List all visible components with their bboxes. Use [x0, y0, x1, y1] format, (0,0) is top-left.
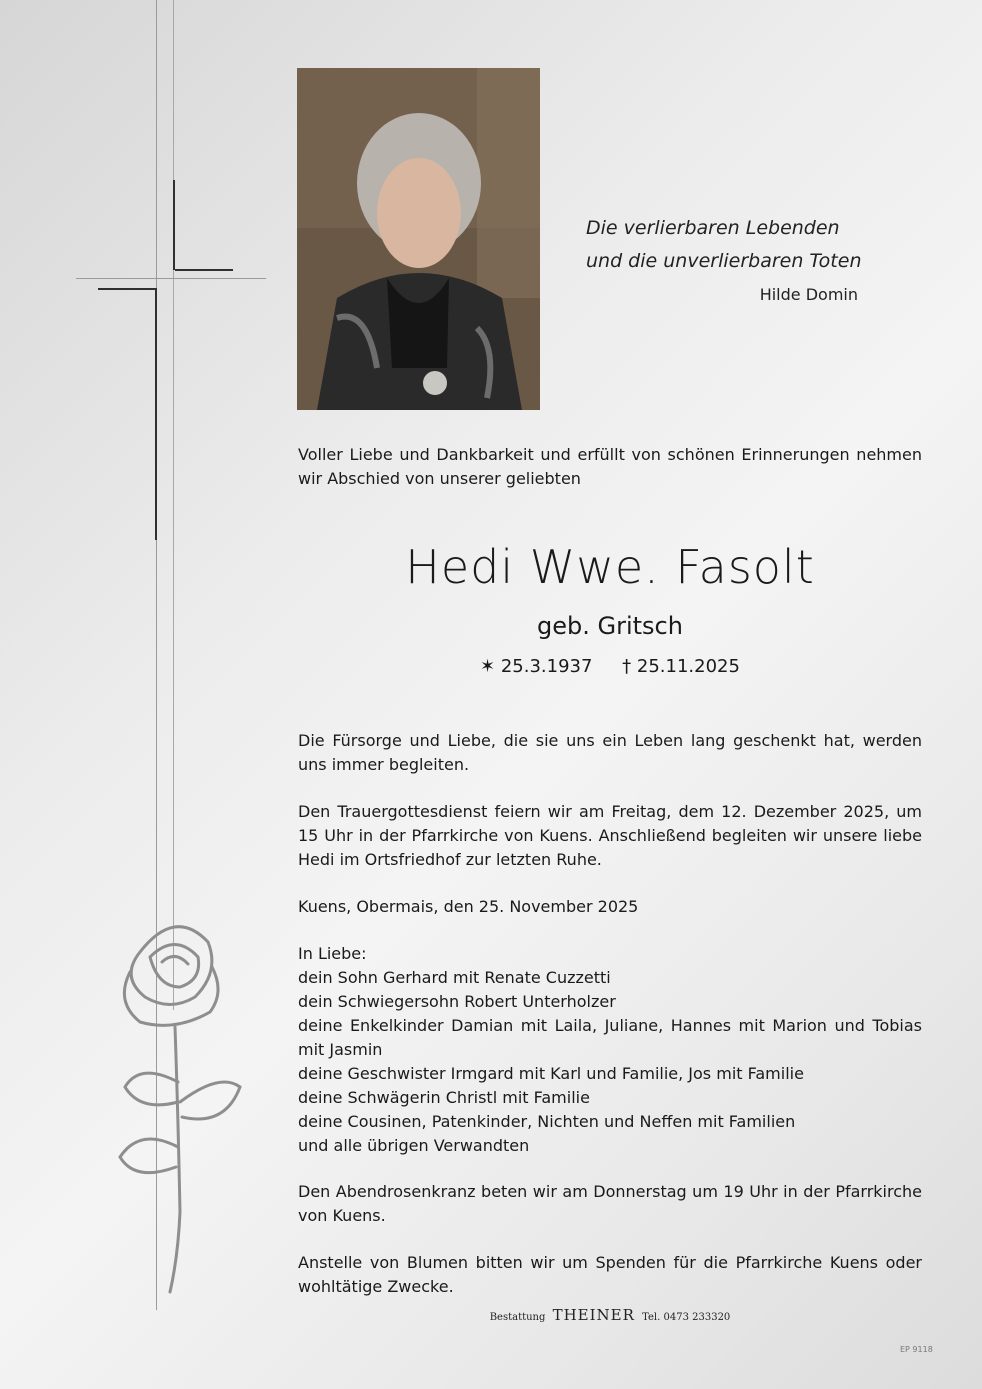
paragraph-text: Anstelle von Blumen bitten wir um Spenden für die Pfarrkirche Kuens oder wohltätige Zwecke.	[298, 1253, 922, 1296]
paragraph	[298, 729, 922, 777]
maiden-name: geb. Gritsch	[537, 612, 683, 640]
mourner-line: deine Geschwister Irmgard mit Karl und Familie, Jos mit Familie	[298, 1064, 804, 1083]
funeral-home-prefix: Bestattung	[489, 1312, 546, 1323]
template-code: EP 9118	[900, 1345, 933, 1354]
mourner-line: dein Schwiegersohn Robert Unterholzer	[298, 992, 616, 1011]
mourner-line: und alle übrigen Verwandten	[298, 1136, 530, 1155]
quote-author: Hilde Domin	[759, 285, 858, 304]
cross-accent	[98, 288, 156, 290]
portrait-photo	[297, 68, 540, 410]
quote-line: und die unverlierbaren Toten	[586, 250, 862, 272]
funeral-home-phone: Tel. 0473 233320	[642, 1312, 731, 1323]
mourner-line: deine Enkelkinder Damian mit Laila, Juliane, Hannes mit Marion und Tobias mit Jasmin	[298, 1016, 922, 1059]
mourner-line: deine Cousinen, Patenkinder, Nichten und Neffen mit Familien	[298, 1112, 796, 1131]
place-date: Kuens, Obermais, den 25. November 2025	[298, 897, 639, 916]
paragraph-text: Den Abendrosenkranz beten wir am Donnerstag um 19 Uhr in der Pfarrkirche von Kuens.	[298, 1182, 922, 1225]
birth-date: ✶ 25.3.1937	[480, 656, 593, 677]
mourners-list	[298, 942, 922, 1158]
paragraph-text: Den Trauergottesdienst feiern wir am Freitag, dem 12. Dezember 2025, um 15 Uhr in der Pfarrkirche von Kuens. Anschließend begleiten wir unsere liebe Hedi im Ortsfriedhof zur letzten Ruhe.	[298, 802, 922, 869]
paragraph	[298, 1180, 922, 1228]
rose-icon	[100, 912, 250, 1297]
funeral-home-brand: THEINER	[552, 1306, 635, 1324]
mourner-line: deine Schwägerin Christl mit Familie	[298, 1088, 590, 1107]
cross-accent	[155, 288, 157, 540]
paragraph-text: Die Fürsorge und Liebe, die sie uns ein Leben lang geschenkt hat, werden uns immer begleiten.	[298, 731, 922, 774]
death-date: † 25.11.2025	[622, 656, 740, 677]
intro-text: Voller Liebe und Dankbarkeit und erfüllt von schönen Erinnerungen nehmen wir Abschied von unserer geliebten	[298, 445, 922, 488]
mourners-heading: In Liebe:	[298, 944, 367, 963]
cross-accent	[175, 269, 233, 271]
deceased-name: Hedi Wwe. Fasolt	[405, 540, 815, 594]
cross-accent	[173, 180, 175, 270]
life-dates	[298, 656, 922, 677]
cross-line	[173, 0, 174, 1010]
paragraph	[298, 800, 922, 872]
paragraph	[298, 895, 922, 919]
quote	[586, 212, 906, 278]
quote-line: Die verlierbaren Lebenden	[586, 217, 840, 239]
funeral-home	[298, 1306, 922, 1324]
paragraph	[298, 1251, 922, 1299]
cross-line	[76, 278, 266, 279]
mourner-line: dein Sohn Gerhard mit Renate Cuzzetti	[298, 968, 611, 987]
